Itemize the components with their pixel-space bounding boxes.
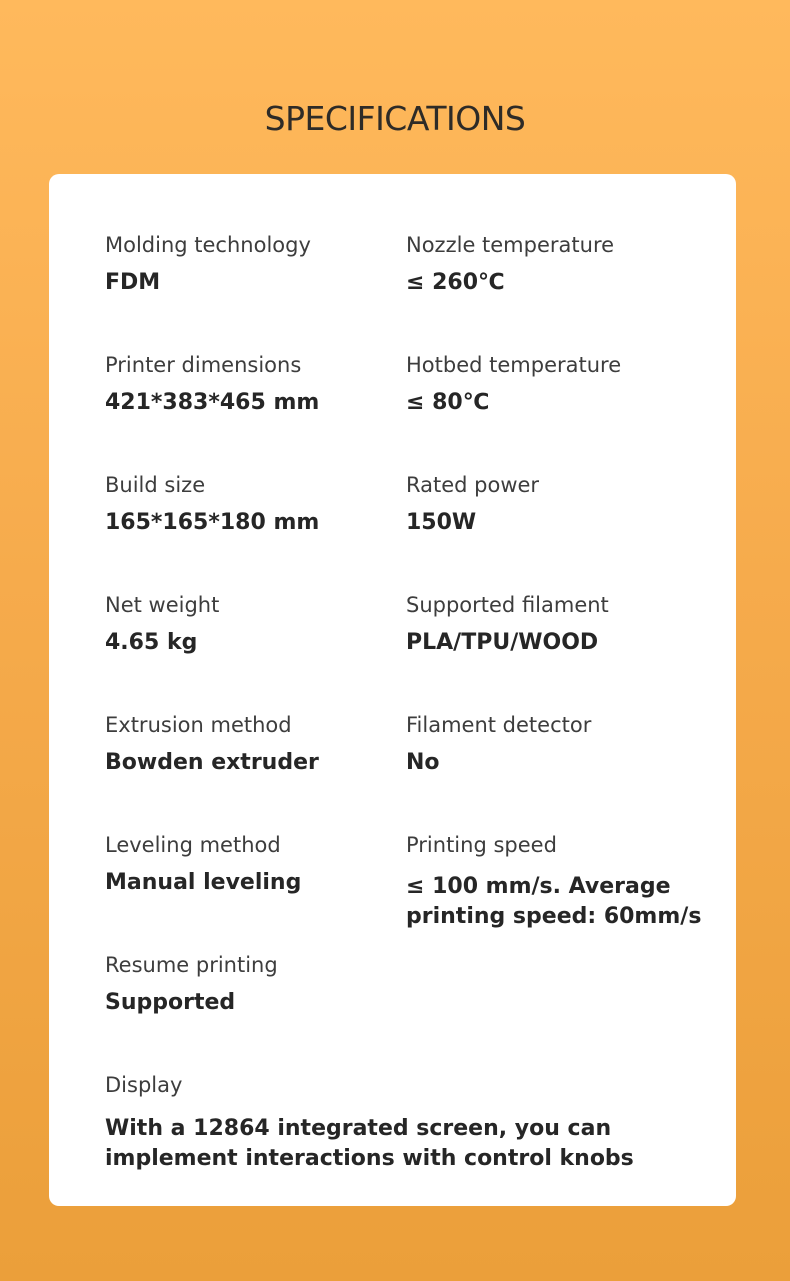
spec-net-weight xyxy=(105,592,435,658)
spec-printer-dimensions xyxy=(105,352,435,418)
spec-printing-speed xyxy=(406,832,736,932)
spec-value: ≤ 80℃ xyxy=(406,390,490,415)
spec-rated-power xyxy=(406,472,736,538)
spec-label: Display xyxy=(105,1073,183,1097)
specifications-card xyxy=(49,174,736,1206)
page-title: SPECIFICATIONS xyxy=(264,99,526,139)
spec-hotbed-temperature xyxy=(406,352,736,418)
spec-value: ≤ 100 mm/s. Average printing speed: 60mm/s xyxy=(406,874,702,929)
spec-value: 165*165*180 mm xyxy=(105,510,320,535)
spec-value: PLA/TPU/WOOD xyxy=(406,630,599,655)
spec-value: FDM xyxy=(105,270,161,295)
spec-value: 150W xyxy=(406,510,477,535)
spec-molding-technology xyxy=(105,232,435,298)
spec-label: Leveling method xyxy=(105,833,281,857)
spec-value: 4.65 kg xyxy=(105,630,198,655)
spec-label: Rated power xyxy=(406,473,540,497)
spec-value: Supported xyxy=(105,990,236,1015)
spec-value: No xyxy=(406,750,440,775)
spec-label: Supported filament xyxy=(406,593,609,617)
spec-label: Nozzle temperature xyxy=(406,233,615,257)
spec-leveling-method xyxy=(105,832,435,898)
spec-value: ≤ 260℃ xyxy=(406,270,505,295)
spec-label: Net weight xyxy=(105,593,220,617)
spec-label: Build size xyxy=(105,473,206,497)
spec-value: 421*383*465 mm xyxy=(105,390,320,415)
spec-label: Hotbed temperature xyxy=(406,353,622,377)
spec-label: Molding technology xyxy=(105,233,311,257)
spec-value: With a 12864 integrated screen, you can implement interactions with control knobs xyxy=(105,1116,634,1171)
spec-extrusion-method xyxy=(105,712,435,778)
spec-label: Filament detector xyxy=(406,713,592,737)
spec-build-size xyxy=(105,472,435,538)
spec-label: Printing speed xyxy=(406,833,557,857)
spec-label: Resume printing xyxy=(105,953,278,977)
spec-filament-detector xyxy=(406,712,736,778)
spec-display xyxy=(105,1072,685,1174)
spec-value: Manual leveling xyxy=(105,870,302,895)
spec-value: Bowden extruder xyxy=(105,750,319,775)
spec-label: Extrusion method xyxy=(105,713,292,737)
spec-label: Printer dimensions xyxy=(105,353,302,377)
spec-nozzle-temperature xyxy=(406,232,736,298)
spec-resume-printing xyxy=(105,952,435,1018)
spec-supported-filament xyxy=(406,592,736,658)
